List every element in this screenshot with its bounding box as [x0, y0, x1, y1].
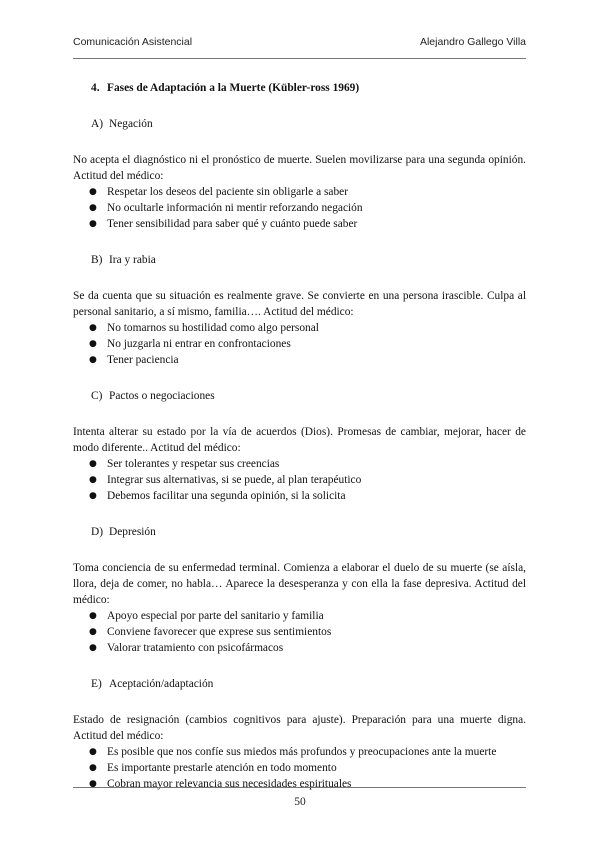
phase-letter: A): [91, 118, 104, 130]
list-item: [73, 352, 526, 368]
bullet-icon: ●: [89, 459, 97, 469]
section-title-text: Fases de Adaptación a la Muerte (Kübler-ross 1969): [107, 82, 360, 94]
phase-paragraph-c: Intenta alterar su estado por la vía de acuerdos (Dios). Promesas de cambiar, mejorar, hacer de modo diferente.. Actitud del médico:: [73, 426, 526, 454]
phase-letter: D): [91, 526, 104, 538]
list-item-text: No ocultarle información ni mentir reforzando negación: [107, 202, 363, 214]
bullet-icon: ●: [89, 779, 97, 789]
phase-heading-b: [73, 252, 526, 268]
list-item-text: Valorar tratamiento con psicofármacos: [107, 642, 284, 654]
phase-paragraph-a: No acepta el diagnóstico ni el pronóstico de muerte. Suelen movilizarse para una segunda opinión. Actitud del médico:: [73, 154, 526, 182]
phase-name: Depresión: [109, 526, 156, 538]
page-content: [73, 80, 526, 812]
bullet-icon: ●: [89, 763, 97, 773]
phase-letter: B): [91, 254, 103, 266]
bullet-icon: ●: [89, 491, 97, 501]
list-item-text: Debemos facilitar una segunda opinión, si la solicita: [107, 490, 346, 502]
bullet-icon: ●: [89, 339, 97, 349]
bullet-icon: ●: [89, 611, 97, 621]
phase-name: Ira y rabia: [109, 254, 156, 266]
phase-name: Pactos o negociaciones: [109, 390, 215, 402]
bullet-icon: ●: [89, 475, 97, 485]
phase-name: Negación: [109, 118, 153, 130]
phase-paragraph-b: Se da cuenta que su situación es realmente grave. Se convierte en una persona irascible. Culpa al personal sanitario, a sí mismo, familia…. Actitud del médico:: [73, 290, 526, 318]
phase-paragraph-e: Estado de resignación (cambios cognitivos para ajuste). Preparación para una muerte digna. Actitud del médico:: [73, 714, 526, 742]
bullet-icon: ●: [89, 203, 97, 213]
phase-bullets-d: [73, 608, 526, 656]
list-item-text: Tener sensibilidad para saber qué y cuánto puede saber: [107, 218, 358, 230]
phase-heading-e: [73, 676, 526, 692]
list-item-text: Es importante prestarle atención en todo momento: [107, 762, 337, 774]
list-item: [73, 200, 526, 216]
bullet-icon: ●: [89, 219, 97, 229]
phase-bullets-c: [73, 456, 526, 504]
bullet-icon: ●: [89, 627, 97, 637]
list-item-text: Tener paciencia: [107, 354, 179, 366]
list-item: [73, 776, 526, 792]
phase-heading-c: [73, 388, 526, 404]
list-item-text: No juzgarla ni entrar en confrontaciones: [107, 338, 291, 350]
list-item: [73, 640, 526, 656]
header-rule: [73, 58, 526, 59]
list-item: [73, 624, 526, 640]
phase-paragraph-d: Toma conciencia de su enfermedad terminal. Comienza a elaborar el duelo de su muerte (se aísla, llora, deja de comer, no habla… Aparece la desesperanza y con ella la fase depresiva. Actitud del médico:: [73, 562, 526, 606]
list-item: [73, 320, 526, 336]
phase-bullets-a: [73, 184, 526, 232]
list-item-text: Ser tolerantes y respetar sus creencias: [107, 458, 280, 470]
phase-name: Aceptación/adaptación: [109, 678, 214, 690]
bullet-icon: ●: [89, 355, 97, 365]
list-item: [73, 184, 526, 200]
list-item-text: Conviene favorecer que exprese sus sentimientos: [107, 626, 332, 638]
list-item-text: Cobran mayor relevancia sus necesidades espirituales: [107, 778, 352, 790]
list-item-text: Integrar sus alternativas, si se puede, al plan terapéutico: [107, 474, 362, 486]
section-number: 4.: [91, 82, 100, 94]
list-item: [73, 608, 526, 624]
phase-letter: C): [91, 390, 103, 402]
page-number: 50: [294, 796, 306, 808]
phase-heading-a: [73, 116, 526, 132]
section-title: [73, 80, 526, 96]
bullet-icon: ●: [89, 747, 97, 757]
phase-letter: E): [91, 678, 102, 690]
list-item: [73, 456, 526, 472]
list-item: [73, 488, 526, 504]
list-item-text: No tomarnos su hostilidad como algo personal: [107, 322, 319, 334]
header-left-title: Comunicación Asistencial: [73, 36, 193, 48]
list-item: [73, 744, 526, 760]
page-header: [73, 36, 526, 50]
header-author: Alejandro Gallego Villa: [419, 36, 526, 48]
phase-heading-d: [73, 524, 526, 540]
list-item: [73, 472, 526, 488]
list-item-text: Apoyo especial por parte del sanitario y familia: [107, 610, 324, 622]
list-item: [73, 760, 526, 776]
phase-bullets-b: [73, 320, 526, 368]
bullet-icon: ●: [89, 323, 97, 333]
list-item: [73, 216, 526, 232]
bullet-icon: ●: [89, 643, 97, 653]
list-item-text: Es posible que nos confíe sus miedos más profundos y preocupaciones ante la muerte: [107, 746, 497, 758]
bullet-icon: ●: [89, 187, 97, 197]
phase-bullets-e: [73, 744, 526, 792]
list-item: [73, 336, 526, 352]
list-item-text: Respetar los deseos del paciente sin obligarle a saber: [107, 186, 349, 198]
footer-rule: [73, 787, 526, 788]
